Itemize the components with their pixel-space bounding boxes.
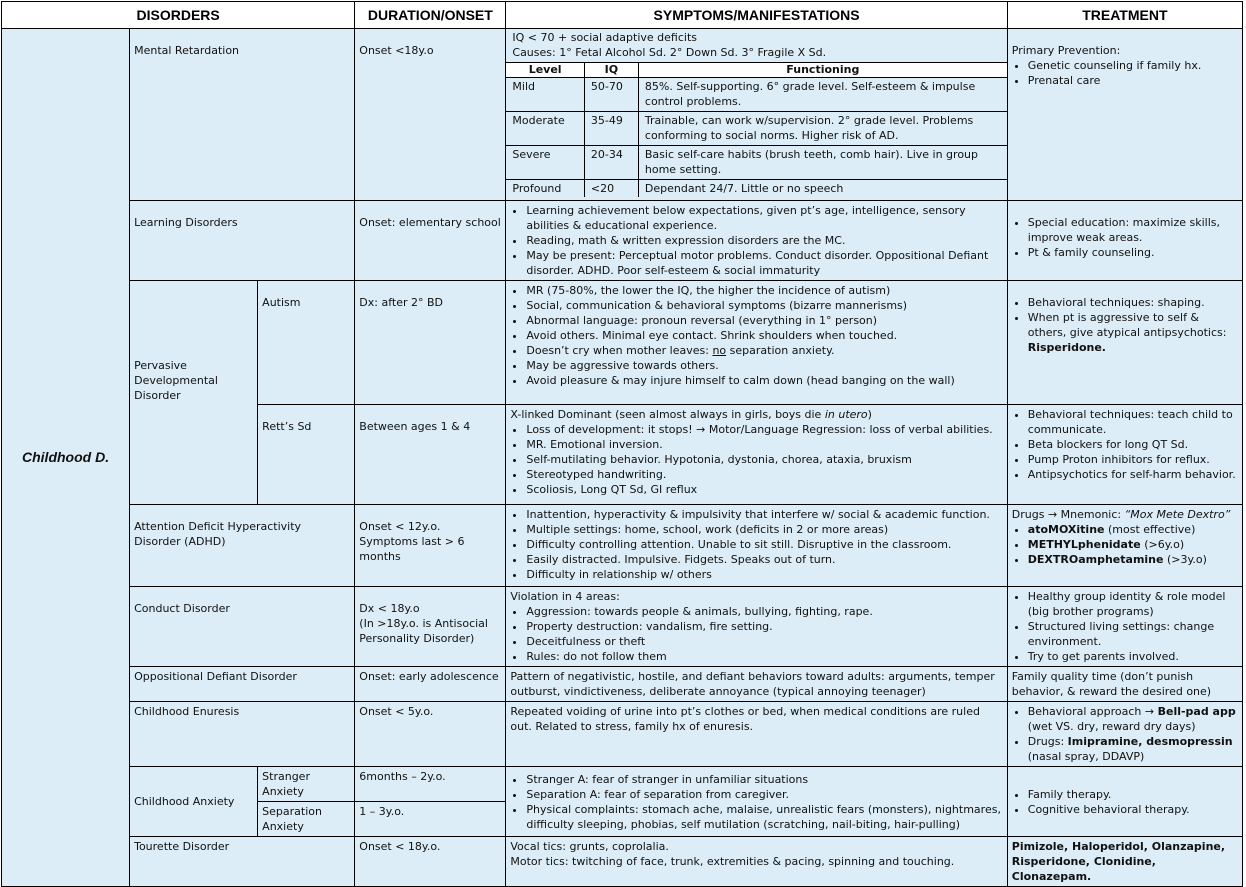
- list-item: • Avoid others. Minimal eye contact. Shrink shoulders when touched.: [526, 328, 1002, 343]
- list-item: • Self-mutilating behavior. Hypotonia, dystonia, chorea, ataxia, bruxism: [526, 452, 1002, 467]
- conduct-intro: Violation in 4 areas:: [510, 590, 620, 603]
- treatment-childhood-anxiety: [1007, 767, 1242, 837]
- header-duration-onset: DURATION/ONSET: [355, 2, 506, 29]
- subtype-stranger-anxiety: Stranger Anxiety: [258, 767, 355, 802]
- disorder-mental-retardation: Mental Retardation: [130, 29, 355, 201]
- treatment-retts: [1007, 405, 1242, 505]
- disorder-conduct: Conduct Disorder: [130, 587, 355, 667]
- mr-level-row: [506, 180, 1006, 198]
- symptoms-childhood-anxiety: [506, 767, 1007, 837]
- header-symptoms: SYMPTOMS/MANIFESTATIONS: [506, 2, 1007, 29]
- symptoms-adhd: [506, 505, 1007, 587]
- row-mental-retardation: [2, 29, 1243, 201]
- symptoms-retts: [506, 405, 1007, 505]
- onset-autism: Dx: after 2° BD: [355, 281, 506, 405]
- mr-functioning: Trainable, can work w/supervision. 2° grade level. Problems conforming to social norms. Higher risk of AD.: [638, 112, 1006, 146]
- onset-retts: Between ages 1 & 4: [355, 405, 506, 505]
- onset-separation-anxiety: 1 – 3y.o.: [355, 802, 506, 837]
- mr-functioning: 85%. Self-supporting. 6° grade level. Self-esteem & impulse control problems.: [638, 78, 1006, 112]
- list-item: • Drugs: Imipramine, desmopressin (nasal spray, DDAVP): [1028, 734, 1238, 764]
- mr-iq: 35-49: [584, 112, 638, 146]
- mr-level: Severe: [506, 146, 584, 180]
- symptoms-learning-disorders: [506, 201, 1007, 281]
- subtype-retts: Rett’s Sd: [258, 405, 355, 505]
- header-disorders: DISORDERS: [2, 2, 355, 29]
- list-item: • Prenatal care: [1028, 73, 1238, 88]
- treatment-oppositional-defiant: Family quality time (don’t punish behavior, & reward the desired one): [1007, 667, 1242, 702]
- list-item: • Healthy group identity & role model (big brother programs): [1028, 589, 1238, 619]
- disorder-adhd: Attention Deficit Hyperactivity Disorder (ADHD): [130, 505, 355, 587]
- list-item: • Stereotyped handwriting.: [526, 467, 1002, 482]
- row-adhd: [2, 505, 1243, 587]
- mr-level: Moderate: [506, 112, 584, 146]
- mr-functioning: Dependant 24/7. Little or no speech: [638, 180, 1006, 198]
- treatment-learning-disorders: [1007, 201, 1242, 281]
- row-conduct-disorder: [2, 587, 1243, 667]
- list-item: • Stranger A: fear of stranger in unfamiliar situations: [526, 772, 1002, 787]
- symptoms-tourette: Vocal tics: grunts, coprolalia. Motor tics: twitching of face, trunk, extremities & pacing, spinning and touching.: [506, 837, 1007, 887]
- mr-iq-header: IQ: [584, 63, 638, 78]
- disorder-pervasive-developmental: Pervasive Developmental Disorder: [130, 281, 258, 505]
- mr-functioning: Basic self-care habits (brush teeth, comb hair). Live in group home setting.: [638, 146, 1006, 180]
- treatment-enuresis: [1007, 702, 1242, 767]
- mr-level-header: Level: [506, 63, 584, 78]
- list-item: • Separation A: fear of separation from caregiver.: [526, 787, 1002, 802]
- mr-functioning-header: Functioning: [638, 63, 1006, 78]
- mr-levels-header: [506, 63, 1006, 78]
- list-item: • Scoliosis, Long QT Sd, GI reflux: [526, 482, 1002, 497]
- list-item: • Multiple settings: home, school, work (deficits in 2 or more areas): [526, 522, 1002, 537]
- list-item: • METHYLphenidate (>6y.o): [1028, 537, 1238, 552]
- list-item: • Beta blockers for long QT Sd.: [1028, 437, 1238, 452]
- row-childhood-enuresis: [2, 702, 1243, 767]
- list-item: • Doesn’t cry when mother leaves: no separation anxiety.: [526, 343, 1002, 358]
- mr-tx-title: Primary Prevention:: [1011, 44, 1121, 57]
- list-item: • Pump Proton inhibitors for reflux.: [1028, 452, 1238, 467]
- mr-level-row: [506, 146, 1006, 180]
- treatment-mental-retardation: [1007, 29, 1242, 201]
- list-item: • MR (75-80%, the lower the IQ, the higher the incidence of autism): [526, 283, 1002, 298]
- list-item: • Pt & family counseling.: [1028, 245, 1238, 260]
- onset-tourette: Onset < 18y.o.: [355, 837, 506, 887]
- list-item: • Rules: do not follow them: [526, 649, 1002, 664]
- treatment-autism: [1007, 281, 1242, 405]
- list-item: • Reading, math & written expression disorders are the MC.: [526, 233, 1002, 248]
- list-item: • Easily distracted. Impulsive. Fidgets. Speaks out of turn.: [526, 552, 1002, 567]
- list-item: • Learning achievement below expectations, given pt’s age, intelligence, sensory abilities & educational experience.: [526, 203, 1002, 233]
- row-tourette: [2, 837, 1243, 887]
- list-item: • atoMOXitine (most effective): [1028, 522, 1238, 537]
- mr-level: Profound: [506, 180, 584, 198]
- list-item: • May be present: Perceptual motor problems. Conduct disorder. Oppositional Defiant disorder. ADHD. Poor self-esteem & social immaturity: [526, 248, 1002, 278]
- list-item: • May be aggressive towards others.: [526, 358, 1002, 373]
- onset-conduct: Dx < 18y.o (In >18y.o. is Antisocial Personality Disorder): [355, 587, 506, 667]
- list-item: • Antipsychotics for self-harm behavior.: [1028, 467, 1238, 482]
- mr-iq: 50-70: [584, 78, 638, 112]
- disorder-enuresis: Childhood Enuresis: [130, 702, 355, 767]
- list-item: • Social, communication & behavioral symptoms (bizarre mannerisms): [526, 298, 1002, 313]
- treatment-adhd: [1007, 505, 1242, 587]
- list-item: • Family therapy.: [1028, 787, 1238, 802]
- mr-iq-criteria: IQ < 70 + social adaptive deficits: [512, 31, 697, 44]
- onset-adhd: Onset < 12y.o. Symptoms last > 6 months: [355, 505, 506, 587]
- mr-levels-table: [506, 62, 1006, 197]
- list-item: • Try to get parents involved.: [1028, 649, 1238, 664]
- mr-iq: 20-34: [584, 146, 638, 180]
- disorder-oppositional-defiant: Oppositional Defiant Disorder: [130, 667, 355, 702]
- treatment-conduct: [1007, 587, 1242, 667]
- list-item: • Special education: maximize skills, improve weak areas.: [1028, 215, 1238, 245]
- list-item: • Cognitive behavioral therapy.: [1028, 802, 1238, 817]
- symptoms-mental-retardation: [506, 29, 1007, 201]
- onset-learning-disorders: Onset: elementary school: [355, 201, 506, 281]
- disorder-tourette: Tourette Disorder: [130, 837, 355, 887]
- list-item: • Behavioral approach → Bell-pad app (wet VS. dry, reward dry days): [1028, 704, 1238, 734]
- mr-tx-list: [1012, 58, 1238, 88]
- list-item: • Aggression: towards people & animals, bullying, fighting, rape.: [526, 604, 1002, 619]
- list-item: • MR. Emotional inversion.: [526, 437, 1002, 452]
- list-item: • Difficulty controlling attention. Unable to sit still. Disruptive in the classroom.: [526, 537, 1002, 552]
- header-row: [2, 2, 1243, 29]
- mr-level-row: [506, 78, 1006, 112]
- row-oppositional-defiant: [2, 667, 1243, 702]
- mr-causes: Causes: 1° Fetal Alcohol Sd. 2° Down Sd. 3° Fragile X Sd.: [512, 46, 827, 59]
- adhd-tx-title: Drugs → Mnemonic: “Mox Mete Dextro”: [1011, 508, 1231, 521]
- subtype-autism: Autism: [258, 281, 355, 405]
- disorder-childhood-anxiety: Childhood Anxiety: [130, 767, 258, 837]
- list-item: • Deceitfulness or theft: [526, 634, 1002, 649]
- symptoms-enuresis: Repeated voiding of urine into pt’s clothes or bed, when medical conditions are ruled out. Related to stress, family hx of enuresis.: [506, 702, 1007, 767]
- disorder-learning-disorders: Learning Disorders: [130, 201, 355, 281]
- list-item: • Property destruction: vandalism, fire setting.: [526, 619, 1002, 634]
- onset-mental-retardation: Onset <18y.o: [355, 29, 506, 201]
- header-treatment: TREATMENT: [1007, 2, 1242, 29]
- symptoms-conduct: [506, 587, 1007, 667]
- list-item: • Structured living settings: change environment.: [1028, 619, 1238, 649]
- disorders-table: [1, 1, 1243, 887]
- retts-intro: X-linked Dominant (seen almost always in girls, boys die in utero): [510, 408, 872, 421]
- symptoms-autism: [506, 281, 1007, 405]
- mr-iq: <20: [584, 180, 638, 198]
- list-item: • When pt is aggressive to self & others, give atypical antipsychotics: Risperidone.: [1028, 310, 1238, 355]
- onset-stranger-anxiety: 6months – 2y.o.: [355, 767, 506, 802]
- list-item: • Difficulty in relationship w/ others: [526, 567, 1002, 582]
- row-autism: [2, 281, 1243, 405]
- list-item: • Behavioral techniques: shaping.: [1028, 295, 1238, 310]
- list-item: • Physical complaints: stomach ache, malaise, unrealistic fears (monsters), nightmares, difficulty sleeping, phobias, self mutilation (scratching, nail-biting, hair-pulling): [526, 802, 1002, 832]
- list-item: • Inattention, hyperactivity & impulsivity that interfere w/ social & academic function.: [526, 507, 1002, 522]
- onset-oppositional-defiant: Onset: early adolescence: [355, 667, 506, 702]
- list-item: • Loss of development: it stops! → Motor/Language Regression: loss of verbal abilities.: [526, 422, 1002, 437]
- mr-level: Mild: [506, 78, 584, 112]
- category-label: Childhood D.: [2, 29, 130, 887]
- risperidone-drug: Risperidone.: [1027, 341, 1106, 354]
- mr-level-row: [506, 112, 1006, 146]
- list-item: • Abnormal language: pronoun reversal (everything in 1° person): [526, 313, 1002, 328]
- subtype-separation-anxiety: Separation Anxiety: [258, 802, 355, 837]
- list-item: • Avoid pleasure & may injure himself to calm down (head banging on the wall): [526, 373, 1002, 388]
- row-learning-disorders: [2, 201, 1243, 281]
- list-item: • DEXTROamphetamine (>3y.o): [1028, 552, 1238, 567]
- onset-enuresis: Onset < 5y.o.: [355, 702, 506, 767]
- list-item: • Behavioral techniques: teach child to communicate.: [1028, 407, 1238, 437]
- list-item: • Genetic counseling if family hx.: [1028, 58, 1238, 73]
- treatment-tourette: Pimizole, Haloperidol, Olanzapine, Risperidone, Clonidine, Clonazepam.: [1007, 837, 1242, 887]
- symptoms-oppositional-defiant: Pattern of negativistic, hostile, and defiant behaviors toward adults: arguments, temper outburst, vindictiveness, deliberate annoyance (typical annoying teenager): [506, 667, 1007, 702]
- row-stranger-anxiety: [2, 767, 1243, 802]
